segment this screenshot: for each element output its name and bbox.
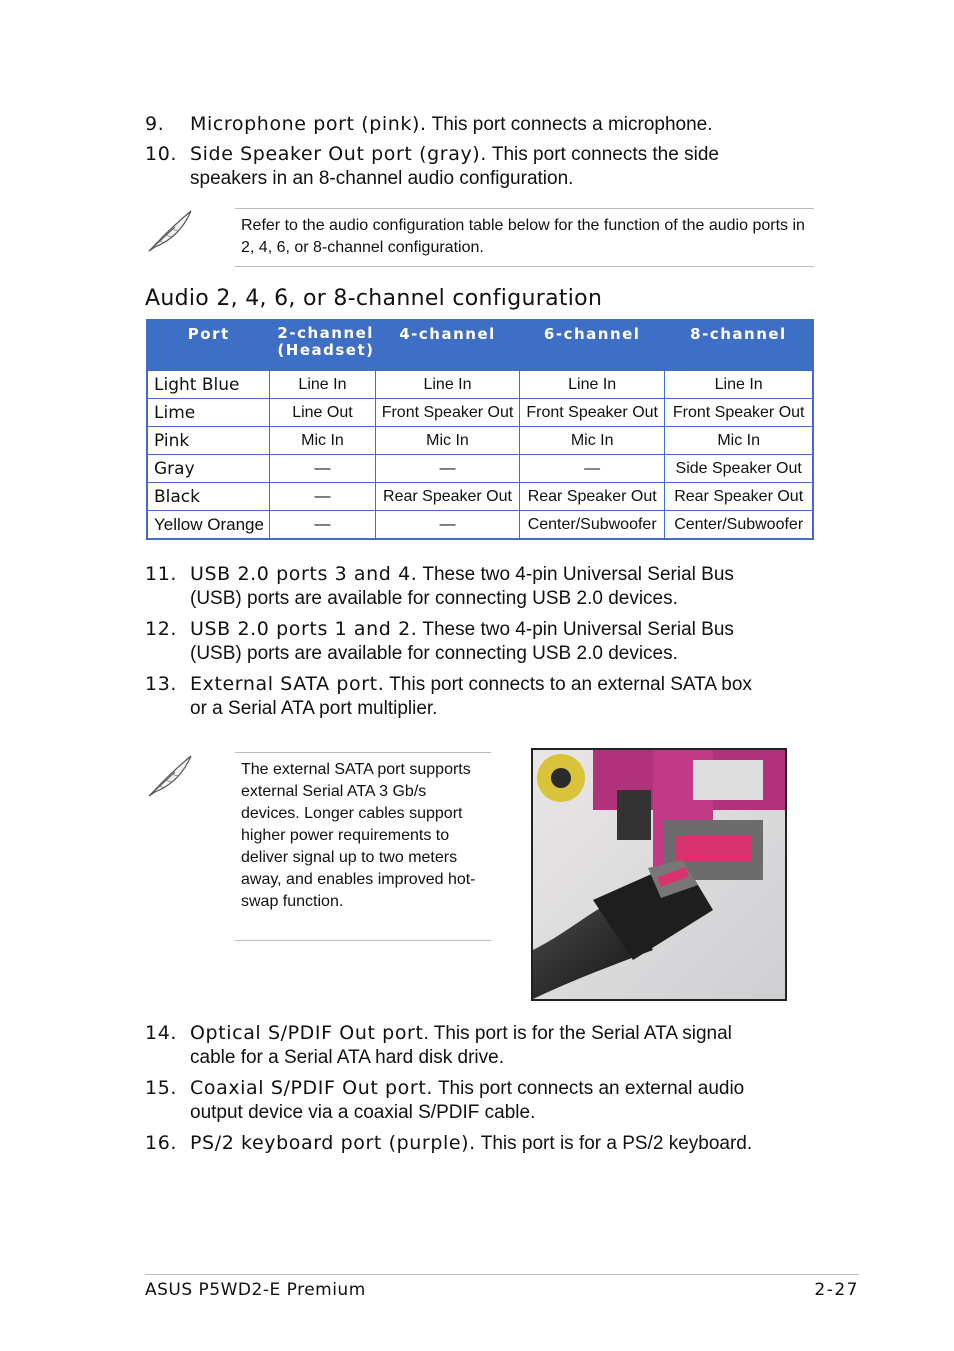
header-6-channel: 6-channel [520,320,665,371]
table-row: Black — Rear Speaker Out Rear Speaker Out Rear Speaker Out [147,483,813,511]
header-4-channel: 4-channel [375,320,519,371]
external-sata-photo [531,748,787,1001]
footer-divider [145,1274,859,1275]
item-14: 14. Optical S/PDIF Out port. This port is for the Serial ATA signal cable for a Serial ATA hard disk drive. [145,1022,732,1068]
item-13: 13. External SATA port. This port connects to an external SATA box or a Serial ATA port multiplier. [145,673,752,719]
item-15: 15. Coaxial S/PDIF Out port. This port connects an external audio output device via a coaxial S/PDIF cable. [145,1077,745,1123]
header-8-channel: 8-channel [665,320,813,371]
note-audio-config: Refer to the audio configuration table below for the function of the audio ports in 2, 4, 6, or 8-channel configuration. [235,208,814,267]
sata-cable-image [533,750,785,999]
table-row: Gray — — — Side Speaker Out [147,455,813,483]
item-11: 11. USB 2.0 ports 3 and 4. These two 4-pin Universal Serial Bus (USB) ports are available for connecting USB 2.0 devices. [145,563,734,609]
item-12: 12. USB 2.0 ports 1 and 2. These two 4-pin Universal Serial Bus (USB) ports are available for connecting USB 2.0 devices. [145,618,734,664]
header-port: Port [147,320,269,371]
table-header-row [147,320,813,371]
item-9: 9. Microphone port (pink). This port connects a microphone. [145,113,713,135]
header-2-channel: 2-channel (Headset) [269,320,375,371]
table-row: Lime Line Out Front Speaker Out Front Speaker Out Front Speaker Out [147,399,813,427]
note-external-sata: The external SATA port supports external Serial ATA 3 Gb/s devices. Longer cables support higher power requirements to deliver signal up to two meters away, and enables improved hot-swap function. [235,752,491,941]
feather-pen-icon [145,205,197,257]
item-16: 16. PS/2 keyboard port (purple). This port is for a PS/2 keyboard. [145,1132,753,1154]
footer-product: ASUS P5WD2-E Premium [145,1280,366,1300]
table-row: Pink Mic In Mic In Mic In Mic In [147,427,813,455]
item-10: 10. Side Speaker Out port (gray). This port connects the side speakers in an 8-channel audio configuration. [145,143,719,189]
footer-page-number: 2-27 [814,1280,859,1300]
table-row: Light Blue Line In Line In Line In Line In [147,371,813,399]
audio-config-table [146,319,814,540]
table-row: Yellow Orange — — Center/Subwoofer Center/Subwoofer [147,511,813,540]
section-title: Audio 2, 4, 6, or 8-channel configuration [145,286,603,311]
feather-pen-icon [145,750,197,802]
